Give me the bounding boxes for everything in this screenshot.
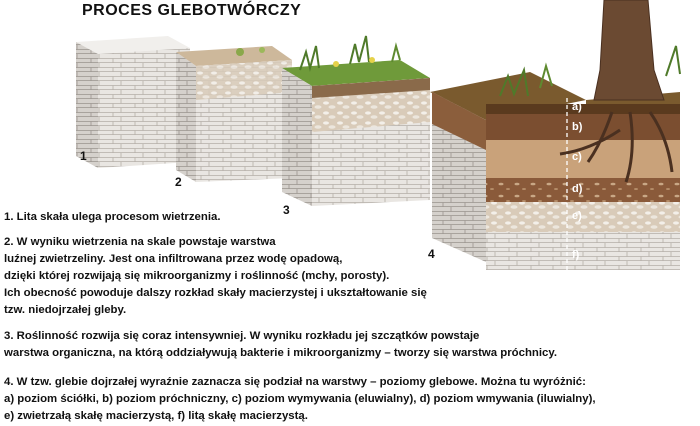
stage-label-4: 4	[428, 247, 435, 261]
paragraph-line: 2. W wyniku wietrzenia na skale powstaje warstwa	[4, 236, 276, 248]
paragraph-line: 3. Roślinność rozwija się coraz intensywniej. W wyniku rozkładu jej szczątków powstaje	[4, 330, 480, 342]
paragraph-line: luźnej zwietrzeliny. Jest ona infiltrowana przez wodę opadową,	[4, 253, 343, 265]
horizon-label-f: f)	[572, 249, 580, 261]
block-4-mature-soil	[430, 0, 680, 272]
block-1-solid-rock	[76, 36, 190, 168]
stage-label-1: 1	[80, 149, 87, 163]
paragraph-line: Ich obecność powoduje dalszy rozkład skały macierzystej i ukształtowanie się	[4, 287, 427, 299]
diagram-title: PROCES GLEBOTWÓRCZY	[82, 2, 302, 19]
horizon-label-d: d)	[572, 183, 583, 195]
stage-label-2: 2	[175, 175, 182, 189]
paragraph-3	[4, 328, 557, 362]
horizon-label-b: b)	[572, 121, 583, 133]
block-2-weathered-rock	[176, 46, 292, 182]
paragraph-2	[4, 234, 427, 319]
stage-label-3: 3	[283, 203, 290, 217]
paragraph-1	[4, 209, 221, 226]
paragraph-line: warstwa organiczna, na którą oddziaływują bakterie i mikroorganizmy – tworzy się warstwa próchnicy.	[4, 347, 558, 359]
paragraph-line: tzw. niedojrzałej gleby.	[4, 304, 127, 316]
horizon-label-a: a)	[572, 101, 582, 113]
paragraph-4	[4, 374, 596, 425]
horizon-label-e: e)	[572, 210, 582, 222]
paragraph-line: dzięki której rozwijają się mikroorganizmy i roślinność (mchy, porosty).	[4, 270, 390, 282]
block-3-immature-soil	[282, 36, 430, 206]
paragraph-line: 4. W tzw. glebie dojrzałej wyraźnie zaznacza się podział na warstwy – poziomy glebowe. Można tu wyróżnić:	[4, 376, 586, 388]
paragraph-line: 1. Lita skała ulega procesom wietrzenia.	[4, 211, 221, 223]
horizon-label-c: c)	[572, 151, 582, 163]
paragraph-line: a) poziom ściółki, b) poziom próchniczny, c) poziom wymywania (eluwialny), d) poziom wmywania (iluwialny),	[4, 393, 596, 405]
paragraph-line: e) zwietrzałą skałę macierzystą, f) litą skałę macierzystą.	[4, 410, 308, 422]
